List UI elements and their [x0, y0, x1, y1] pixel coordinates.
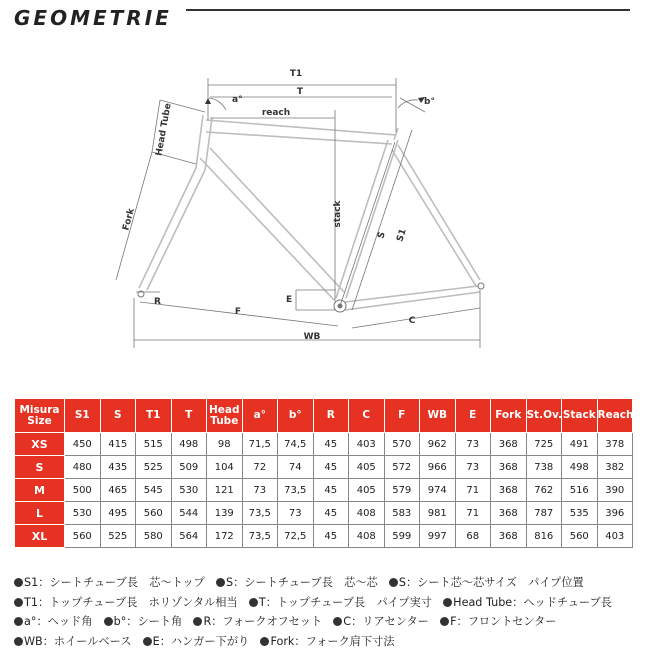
legend-text: R：フォークオフセット: [203, 615, 323, 628]
table-cell: 368: [491, 433, 527, 456]
table-cell: 71: [455, 479, 491, 502]
size-cell: XL: [15, 525, 65, 548]
table-cell: 121: [207, 479, 243, 502]
table-cell: 480: [65, 456, 101, 479]
bullet-icon: [14, 617, 23, 626]
table-cell: 570: [384, 433, 420, 456]
title-rule: [186, 9, 630, 11]
column-header: [65, 399, 101, 433]
column-header: [207, 399, 243, 433]
geometry-table: [14, 398, 633, 548]
legend-item: [104, 615, 183, 628]
column-header: [100, 399, 136, 433]
table-cell: 816: [526, 525, 562, 548]
table-row: [15, 456, 633, 479]
table-cell: 104: [207, 456, 243, 479]
column-header: [242, 399, 278, 433]
legend-text: a°：ヘッド角: [24, 615, 93, 628]
table-cell: 560: [136, 502, 172, 525]
column-header: [597, 399, 633, 433]
table-cell: 45: [313, 456, 349, 479]
table-cell: 544: [171, 502, 207, 525]
table-cell: 498: [562, 456, 598, 479]
bullet-icon: [440, 617, 449, 626]
legend: [14, 573, 644, 651]
table-cell: 72: [242, 456, 278, 479]
bullet-icon: [104, 617, 113, 626]
table-cell: 564: [171, 525, 207, 548]
top-tube: [206, 120, 396, 144]
column-header: [313, 399, 349, 433]
table-cell: 73,5: [278, 479, 314, 502]
table-cell: 45: [313, 479, 349, 502]
table-cell: 72,5: [278, 525, 314, 548]
table-cell: 491: [562, 433, 598, 456]
table-cell: 787: [526, 502, 562, 525]
table-row: [15, 525, 633, 548]
legend-text: T：トップチューブ長 パイプ実寸: [258, 595, 432, 609]
column-header-text: R: [326, 409, 335, 421]
page-title: GEOMETRIE: [14, 6, 172, 30]
table-cell: 515: [136, 433, 172, 456]
table-cell: 368: [491, 525, 527, 548]
table-cell: 408: [349, 502, 385, 525]
table-cell: 545: [136, 479, 172, 502]
column-header-text: F: [398, 409, 406, 421]
column-header: [420, 399, 456, 433]
legend-text: WB：ホイールベース: [24, 634, 132, 648]
table-cell: 738: [526, 456, 562, 479]
column-header-text: T1: [146, 409, 161, 421]
column-header-text: S: [113, 409, 122, 421]
bullet-icon: [260, 637, 269, 646]
label-R: R: [154, 297, 161, 307]
bike-frame: [139, 115, 480, 310]
table-cell: 525: [100, 525, 136, 548]
chain-stay: [345, 286, 480, 310]
label-T: T: [296, 87, 304, 97]
bullet-icon: [216, 578, 225, 587]
table-cell: 530: [65, 502, 101, 525]
table-cell: 396: [597, 502, 633, 525]
size-cell: XS: [15, 433, 65, 456]
legend-text: S：シート芯～芯サイズ パイプ位置: [398, 576, 584, 589]
table-cell: 74: [278, 456, 314, 479]
bullet-icon: [14, 578, 23, 587]
column-header: [455, 399, 491, 433]
legend-text: E：ハンガー下がり: [152, 634, 250, 648]
column-header-text: Size: [27, 414, 52, 427]
label-reach: reach: [261, 108, 291, 118]
table-cell: 71,5: [242, 433, 278, 456]
label-a: a°: [232, 95, 243, 105]
legend-text: S：シートチューブ長 芯～芯: [226, 576, 378, 589]
label-C: C: [408, 316, 416, 326]
legend-item: [14, 596, 238, 609]
table-cell: 172: [207, 525, 243, 548]
column-header-text: St.Ov.: [526, 409, 562, 421]
table-cell: 962: [420, 433, 456, 456]
legend-item: [216, 576, 378, 589]
table-cell: 73: [455, 456, 491, 479]
table-cell: 500: [65, 479, 101, 502]
column-header-text: Misura: [19, 403, 60, 416]
table-cell: 368: [491, 502, 527, 525]
label-head-tube: Head Tube: [154, 102, 174, 157]
legend-text: Head Tube：ヘッドチューブ長: [453, 595, 612, 609]
legend-text: T1：トップチューブ長 ホリゾンタル相当: [24, 595, 238, 609]
table-cell: 560: [65, 525, 101, 548]
table-cell: 45: [313, 433, 349, 456]
column-header: [136, 399, 172, 433]
table-cell: 509: [171, 456, 207, 479]
fork: [139, 168, 205, 290]
bullet-icon: [14, 598, 23, 607]
legend-item: [14, 635, 131, 648]
table-cell: 73,5: [242, 502, 278, 525]
label-stack: stack: [333, 200, 343, 228]
legend-item: [443, 596, 612, 609]
label-WB: WB: [303, 332, 321, 342]
label-T1: T1: [289, 69, 303, 79]
table-row: [15, 502, 633, 525]
table-cell: 981: [420, 502, 456, 525]
column-header-text: Head: [208, 403, 240, 416]
table-cell: 378: [597, 433, 633, 456]
legend-item: [249, 596, 432, 609]
column-header: [491, 399, 527, 433]
table-cell: 45: [313, 525, 349, 548]
bullet-icon: [333, 617, 342, 626]
column-header: [15, 399, 65, 433]
legend-text: C：リアセンター: [343, 615, 429, 628]
table-cell: 599: [384, 525, 420, 548]
column-header-text: Fork: [495, 409, 522, 421]
table-cell: 73: [242, 479, 278, 502]
table-cell: 415: [100, 433, 136, 456]
legend-item: [440, 615, 556, 628]
size-cell: M: [15, 479, 65, 502]
seat-stay: [392, 145, 480, 286]
column-header-text: E: [469, 409, 477, 421]
legend-item: [260, 635, 394, 648]
table-cell: 73: [278, 502, 314, 525]
column-header-text: Tube: [210, 414, 239, 427]
size-cell: L: [15, 502, 65, 525]
table-cell: 530: [171, 479, 207, 502]
legend-item: [389, 576, 584, 589]
table-cell: 73: [455, 433, 491, 456]
table-cell: 435: [100, 456, 136, 479]
column-header-text: S1: [74, 409, 90, 421]
table-row: [15, 479, 633, 502]
table-cell: 74,5: [278, 433, 314, 456]
table-cell: 368: [491, 479, 527, 502]
label-S: S: [376, 230, 388, 241]
legend-text: S1：シートチューブ長 芯～トップ: [24, 576, 205, 589]
table-cell: 725: [526, 433, 562, 456]
label-fork: Fork: [121, 207, 137, 232]
down-tube: [200, 148, 344, 302]
table-cell: 572: [384, 456, 420, 479]
table-header: [15, 399, 633, 433]
bullet-icon: [443, 598, 452, 607]
table-body: [15, 433, 633, 548]
table-cell: 974: [420, 479, 456, 502]
bullet-icon: [143, 637, 152, 646]
legend-text: b°：シート角: [113, 615, 183, 628]
table-cell: 966: [420, 456, 456, 479]
table-cell: 997: [420, 525, 456, 548]
bullet-icon: [249, 598, 258, 607]
label-F: F: [234, 307, 242, 317]
bullet-icon: [193, 617, 202, 626]
legend-text: Fork：フォーク肩下寸法: [270, 634, 395, 648]
table-row: [15, 433, 633, 456]
table-cell: 98: [207, 433, 243, 456]
table-cell: 139: [207, 502, 243, 525]
table-cell: 495: [100, 502, 136, 525]
table-cell: 405: [349, 479, 385, 502]
legend-item: [14, 615, 92, 628]
table-cell: 579: [384, 479, 420, 502]
table-cell: 45: [313, 502, 349, 525]
legend-item: [143, 635, 250, 648]
column-header: [562, 399, 598, 433]
table-cell: 408: [349, 525, 385, 548]
table-cell: 498: [171, 433, 207, 456]
column-header-text: Stack: [562, 409, 596, 421]
seat-tube: [336, 140, 398, 298]
table-cell: 73,5: [242, 525, 278, 548]
legend-item: [333, 615, 429, 628]
table-cell: 762: [526, 479, 562, 502]
table-cell: 465: [100, 479, 136, 502]
table-cell: 580: [136, 525, 172, 548]
column-header: [171, 399, 207, 433]
column-header-text: Reach: [597, 409, 634, 421]
table-cell: 390: [597, 479, 633, 502]
table-cell: 405: [349, 456, 385, 479]
table-cell: 450: [65, 433, 101, 456]
table-cell: 368: [491, 456, 527, 479]
bullet-icon: [14, 637, 23, 646]
label-S1: S1: [395, 227, 409, 243]
bullet-icon: [389, 578, 398, 587]
column-header: [278, 399, 314, 433]
table-cell: 583: [384, 502, 420, 525]
table-cell: 516: [562, 479, 598, 502]
table-cell: 535: [562, 502, 598, 525]
label-b: b°: [424, 97, 435, 107]
table-cell: 382: [597, 456, 633, 479]
table-cell: 403: [349, 433, 385, 456]
table-cell: 525: [136, 456, 172, 479]
legend-item: [193, 615, 322, 628]
table-cell: 403: [597, 525, 633, 548]
column-header-text: b°: [288, 409, 302, 421]
column-header-text: T: [185, 409, 193, 421]
geometry-diagram: [0, 40, 667, 360]
column-header-text: C: [362, 409, 371, 421]
table-cell: 68: [455, 525, 491, 548]
legend-item: [14, 576, 205, 589]
label-E: E: [286, 295, 293, 305]
column-header-text: a°: [253, 409, 266, 421]
size-cell: S: [15, 456, 65, 479]
table-cell: 560: [562, 525, 598, 548]
column-header: [384, 399, 420, 433]
column-header: [526, 399, 562, 433]
column-header-text: WB: [427, 409, 448, 421]
table-cell: 71: [455, 502, 491, 525]
rear-dropout: [478, 283, 484, 289]
column-header: [349, 399, 385, 433]
legend-text: F：フロントセンター: [450, 615, 557, 628]
